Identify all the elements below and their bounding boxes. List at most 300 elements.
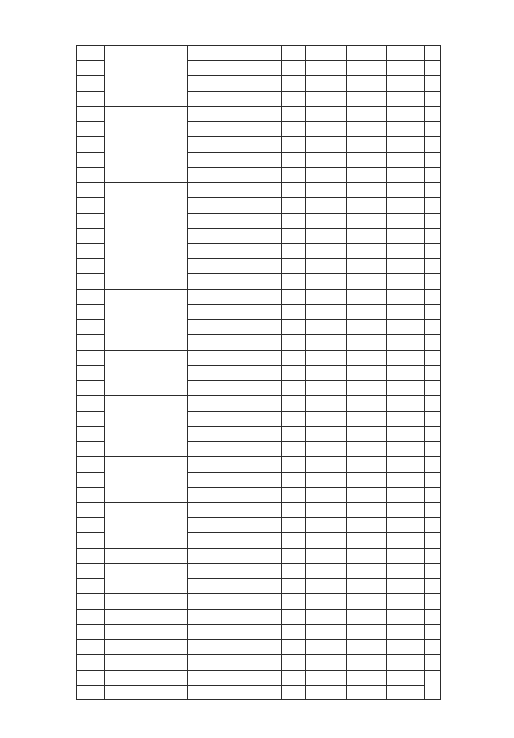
row-line bbox=[76, 472, 105, 473]
spec-cell bbox=[187, 258, 281, 273]
row-line bbox=[104, 563, 188, 564]
row-line bbox=[424, 670, 441, 671]
remark-note bbox=[424, 670, 440, 700]
column-line bbox=[76, 45, 77, 700]
row-line bbox=[104, 699, 188, 700]
row-line bbox=[424, 60, 441, 61]
row-line bbox=[424, 517, 441, 518]
spec-cell bbox=[187, 563, 281, 578]
row-line bbox=[76, 548, 105, 549]
row-line bbox=[76, 136, 105, 137]
row-number bbox=[76, 609, 104, 624]
spec-cell bbox=[187, 411, 281, 426]
quantity-cell bbox=[305, 441, 346, 456]
row-number bbox=[76, 273, 104, 289]
spec-cell bbox=[187, 60, 281, 75]
row-line bbox=[76, 334, 105, 335]
row-line bbox=[76, 670, 105, 671]
quantity-cell bbox=[305, 152, 346, 167]
quantity-cell bbox=[305, 487, 346, 502]
row-line bbox=[76, 563, 105, 564]
unit-cell bbox=[281, 487, 305, 502]
row-number bbox=[76, 121, 104, 136]
row-line bbox=[424, 45, 441, 46]
unit-cell bbox=[281, 639, 305, 654]
row-line bbox=[187, 213, 425, 214]
row-number bbox=[76, 411, 104, 426]
row-line bbox=[76, 60, 105, 61]
row-line bbox=[187, 426, 425, 427]
unit-cell bbox=[281, 258, 305, 273]
row-number bbox=[76, 182, 104, 197]
row-number bbox=[76, 197, 104, 213]
quantity-cell bbox=[305, 365, 346, 380]
row-number bbox=[76, 563, 104, 578]
row-line bbox=[187, 136, 425, 137]
row-number bbox=[76, 548, 104, 563]
row-line bbox=[424, 75, 441, 76]
spec-cell bbox=[187, 395, 281, 411]
row-line bbox=[76, 319, 105, 320]
category-name bbox=[104, 609, 187, 624]
unit-cell bbox=[281, 654, 305, 670]
row-line bbox=[187, 106, 425, 107]
spec-cell bbox=[187, 609, 281, 624]
material-table bbox=[76, 45, 472, 700]
row-line bbox=[424, 472, 441, 473]
spec-cell bbox=[187, 121, 281, 136]
row-line bbox=[76, 578, 105, 579]
unit-cell bbox=[281, 106, 305, 121]
row-line bbox=[76, 213, 105, 214]
column-line bbox=[386, 45, 387, 700]
row-line bbox=[104, 395, 188, 396]
row-line bbox=[187, 624, 425, 625]
row-line bbox=[424, 91, 441, 92]
spec-cell bbox=[187, 639, 281, 654]
row-line bbox=[187, 334, 425, 335]
row-number bbox=[76, 426, 104, 441]
unit-cell bbox=[281, 304, 305, 319]
spec-cell bbox=[187, 426, 281, 441]
spec-cell bbox=[187, 685, 281, 700]
unit-cell bbox=[281, 91, 305, 106]
row-line bbox=[424, 502, 441, 503]
row-line bbox=[187, 45, 425, 46]
row-line bbox=[76, 350, 105, 351]
quantity-cell bbox=[305, 60, 346, 75]
row-line bbox=[187, 699, 425, 700]
category-name bbox=[104, 182, 187, 289]
category-name bbox=[104, 548, 187, 563]
row-line bbox=[187, 380, 425, 381]
spec-cell bbox=[187, 106, 281, 121]
row-number bbox=[76, 75, 104, 91]
row-line bbox=[187, 548, 425, 549]
unit-cell bbox=[281, 334, 305, 350]
row-line bbox=[187, 456, 425, 457]
unit-cell bbox=[281, 517, 305, 532]
spec-cell bbox=[187, 624, 281, 639]
unit-cell bbox=[281, 167, 305, 182]
quantity-cell bbox=[305, 426, 346, 441]
row-line bbox=[187, 182, 425, 183]
row-line bbox=[424, 624, 441, 625]
quantity-cell bbox=[305, 213, 346, 228]
quantity-cell bbox=[305, 456, 346, 472]
row-line bbox=[424, 197, 441, 198]
row-line bbox=[187, 152, 425, 153]
column-line bbox=[104, 45, 105, 700]
row-line bbox=[76, 365, 105, 366]
row-line bbox=[187, 75, 425, 76]
unit-cell bbox=[281, 593, 305, 609]
quantity-cell bbox=[305, 532, 346, 548]
row-line bbox=[424, 243, 441, 244]
row-number bbox=[76, 350, 104, 365]
row-line bbox=[424, 532, 441, 533]
quantity-cell bbox=[305, 182, 346, 197]
row-line bbox=[424, 380, 441, 381]
row-line bbox=[424, 578, 441, 579]
row-line bbox=[187, 670, 425, 671]
row-line bbox=[76, 609, 105, 610]
column-line bbox=[187, 45, 188, 700]
spec-cell bbox=[187, 502, 281, 517]
unit-cell bbox=[281, 395, 305, 411]
unit-cell bbox=[281, 365, 305, 380]
quantity-cell bbox=[305, 548, 346, 563]
row-line bbox=[187, 91, 425, 92]
unit-cell bbox=[281, 563, 305, 578]
column-line bbox=[424, 45, 425, 700]
spec-cell bbox=[187, 45, 281, 60]
quantity-cell bbox=[305, 45, 346, 60]
spec-cell bbox=[187, 182, 281, 197]
row-number bbox=[76, 319, 104, 334]
row-line bbox=[424, 609, 441, 610]
row-line bbox=[424, 395, 441, 396]
row-line bbox=[424, 411, 441, 412]
row-line bbox=[424, 334, 441, 335]
spec-cell bbox=[187, 487, 281, 502]
row-number bbox=[76, 167, 104, 182]
row-line bbox=[76, 197, 105, 198]
column-line bbox=[281, 45, 282, 700]
quantity-cell bbox=[305, 334, 346, 350]
row-line bbox=[104, 624, 188, 625]
row-line bbox=[424, 350, 441, 351]
category-name bbox=[104, 502, 187, 548]
row-number bbox=[76, 365, 104, 380]
category-name bbox=[104, 654, 187, 670]
row-line bbox=[76, 456, 105, 457]
spec-cell bbox=[187, 167, 281, 182]
row-line bbox=[187, 121, 425, 122]
unit-cell bbox=[281, 548, 305, 563]
unit-cell bbox=[281, 319, 305, 334]
unit-cell bbox=[281, 350, 305, 365]
quantity-cell bbox=[305, 319, 346, 334]
unit-cell bbox=[281, 289, 305, 304]
quantity-cell bbox=[305, 273, 346, 289]
row-number bbox=[76, 517, 104, 532]
row-number bbox=[76, 380, 104, 395]
row-line bbox=[187, 395, 425, 396]
quantity-cell bbox=[305, 136, 346, 152]
row-number bbox=[76, 136, 104, 152]
unit-cell bbox=[281, 182, 305, 197]
row-line bbox=[187, 289, 425, 290]
quantity-cell bbox=[305, 243, 346, 258]
quantity-cell bbox=[305, 228, 346, 243]
row-line bbox=[424, 136, 441, 137]
row-line bbox=[76, 243, 105, 244]
quantity-cell bbox=[305, 593, 346, 609]
quantity-cell bbox=[305, 106, 346, 121]
row-line bbox=[76, 106, 105, 107]
row-line bbox=[187, 365, 425, 366]
row-number bbox=[76, 472, 104, 487]
quantity-cell bbox=[305, 639, 346, 654]
unit-cell bbox=[281, 197, 305, 213]
unit-cell bbox=[281, 152, 305, 167]
row-line bbox=[424, 273, 441, 274]
spec-cell bbox=[187, 365, 281, 380]
unit-cell bbox=[281, 456, 305, 472]
row-line bbox=[424, 456, 441, 457]
spec-cell bbox=[187, 456, 281, 472]
unit-cell bbox=[281, 273, 305, 289]
row-number bbox=[76, 639, 104, 654]
row-line bbox=[104, 350, 188, 351]
unit-cell bbox=[281, 609, 305, 624]
unit-cell bbox=[281, 243, 305, 258]
row-line bbox=[76, 593, 105, 594]
unit-cell bbox=[281, 472, 305, 487]
unit-cell bbox=[281, 121, 305, 136]
row-line bbox=[104, 548, 188, 549]
spec-cell bbox=[187, 273, 281, 289]
row-line bbox=[76, 487, 105, 488]
quantity-cell bbox=[305, 395, 346, 411]
quantity-cell bbox=[305, 289, 346, 304]
row-line bbox=[424, 487, 441, 488]
row-line bbox=[104, 685, 188, 686]
row-number bbox=[76, 654, 104, 670]
row-number bbox=[76, 685, 104, 700]
row-line bbox=[76, 167, 105, 168]
quantity-cell bbox=[305, 75, 346, 91]
row-line bbox=[187, 60, 425, 61]
row-line bbox=[187, 197, 425, 198]
unit-cell bbox=[281, 578, 305, 593]
row-line bbox=[424, 152, 441, 153]
row-line bbox=[424, 228, 441, 229]
unit-cell bbox=[281, 213, 305, 228]
category-name bbox=[104, 685, 187, 700]
row-line bbox=[187, 243, 425, 244]
row-line bbox=[76, 685, 105, 686]
row-number bbox=[76, 258, 104, 273]
row-line bbox=[424, 441, 441, 442]
row-line bbox=[76, 152, 105, 153]
category-name bbox=[104, 670, 187, 685]
row-number bbox=[76, 213, 104, 228]
quantity-cell bbox=[305, 502, 346, 517]
quantity-cell bbox=[305, 350, 346, 365]
category-name bbox=[104, 456, 187, 502]
quantity-cell bbox=[305, 258, 346, 273]
row-number bbox=[76, 106, 104, 121]
row-line bbox=[76, 517, 105, 518]
row-line bbox=[424, 213, 441, 214]
row-number bbox=[76, 441, 104, 456]
category-name bbox=[104, 289, 187, 350]
row-number bbox=[76, 243, 104, 258]
row-line bbox=[104, 106, 188, 107]
row-line bbox=[104, 639, 188, 640]
unit-cell bbox=[281, 502, 305, 517]
spec-cell bbox=[187, 670, 281, 685]
spec-cell bbox=[187, 532, 281, 548]
row-line bbox=[187, 472, 425, 473]
unit-cell bbox=[281, 532, 305, 548]
row-number bbox=[76, 593, 104, 609]
unit-cell bbox=[281, 685, 305, 700]
quantity-cell bbox=[305, 121, 346, 136]
row-line bbox=[187, 685, 425, 686]
unit-cell bbox=[281, 75, 305, 91]
row-line bbox=[424, 593, 441, 594]
column-line bbox=[440, 45, 441, 700]
row-line bbox=[76, 411, 105, 412]
row-line bbox=[424, 106, 441, 107]
unit-cell bbox=[281, 45, 305, 60]
row-line bbox=[424, 258, 441, 259]
unit-cell bbox=[281, 670, 305, 685]
row-line bbox=[187, 502, 425, 503]
unit-cell bbox=[281, 136, 305, 152]
row-line bbox=[104, 609, 188, 610]
unit-cell bbox=[281, 411, 305, 426]
row-line bbox=[104, 593, 188, 594]
spec-cell bbox=[187, 441, 281, 456]
row-number bbox=[76, 487, 104, 502]
row-number bbox=[76, 228, 104, 243]
row-line bbox=[187, 609, 425, 610]
row-line bbox=[187, 654, 425, 655]
category-name bbox=[104, 624, 187, 639]
spec-cell bbox=[187, 593, 281, 609]
row-line bbox=[76, 75, 105, 76]
row-line bbox=[187, 487, 425, 488]
spec-cell bbox=[187, 228, 281, 243]
spec-cell bbox=[187, 75, 281, 91]
row-number bbox=[76, 45, 104, 60]
category-name bbox=[104, 350, 187, 395]
row-number bbox=[76, 578, 104, 593]
row-line bbox=[187, 350, 425, 351]
quantity-cell bbox=[305, 654, 346, 670]
row-line bbox=[76, 258, 105, 259]
row-line bbox=[76, 502, 105, 503]
quantity-cell bbox=[305, 91, 346, 106]
row-number bbox=[76, 456, 104, 472]
row-line bbox=[76, 380, 105, 381]
row-line bbox=[76, 426, 105, 427]
row-line bbox=[104, 502, 188, 503]
row-line bbox=[424, 563, 441, 564]
unit-cell bbox=[281, 60, 305, 75]
row-line bbox=[104, 182, 188, 183]
spec-cell bbox=[187, 319, 281, 334]
category-name bbox=[104, 106, 187, 182]
spec-cell bbox=[187, 136, 281, 152]
row-line bbox=[187, 532, 425, 533]
spec-cell bbox=[187, 152, 281, 167]
row-number bbox=[76, 670, 104, 685]
row-line bbox=[424, 365, 441, 366]
row-line bbox=[424, 304, 441, 305]
spec-cell bbox=[187, 197, 281, 213]
category-name bbox=[104, 639, 187, 654]
row-line bbox=[104, 670, 188, 671]
row-line bbox=[76, 45, 105, 46]
row-line bbox=[187, 258, 425, 259]
spec-cell bbox=[187, 350, 281, 365]
row-number bbox=[76, 532, 104, 548]
spec-cell bbox=[187, 243, 281, 258]
row-line bbox=[187, 273, 425, 274]
unit-cell bbox=[281, 426, 305, 441]
row-line bbox=[424, 121, 441, 122]
unit-cell bbox=[281, 380, 305, 395]
quantity-cell bbox=[305, 670, 346, 685]
row-line bbox=[76, 273, 105, 274]
spec-cell bbox=[187, 91, 281, 106]
row-line bbox=[104, 45, 188, 46]
row-number bbox=[76, 395, 104, 411]
row-number bbox=[76, 91, 104, 106]
row-line bbox=[187, 167, 425, 168]
row-number bbox=[76, 60, 104, 75]
row-line bbox=[76, 228, 105, 229]
row-line bbox=[187, 578, 425, 579]
unit-cell bbox=[281, 441, 305, 456]
row-line bbox=[424, 167, 441, 168]
quantity-cell bbox=[305, 472, 346, 487]
row-line bbox=[424, 699, 441, 700]
quantity-cell bbox=[305, 197, 346, 213]
row-line bbox=[76, 639, 105, 640]
quantity-cell bbox=[305, 609, 346, 624]
row-number bbox=[76, 502, 104, 517]
spec-cell bbox=[187, 472, 281, 487]
row-line bbox=[187, 441, 425, 442]
category-name bbox=[104, 563, 187, 593]
row-line bbox=[424, 639, 441, 640]
row-line bbox=[104, 456, 188, 457]
row-number bbox=[76, 289, 104, 304]
row-line bbox=[187, 517, 425, 518]
unit-cell bbox=[281, 624, 305, 639]
row-line bbox=[76, 654, 105, 655]
quantity-cell bbox=[305, 380, 346, 395]
row-line bbox=[76, 395, 105, 396]
row-line bbox=[76, 699, 105, 700]
row-number bbox=[76, 152, 104, 167]
